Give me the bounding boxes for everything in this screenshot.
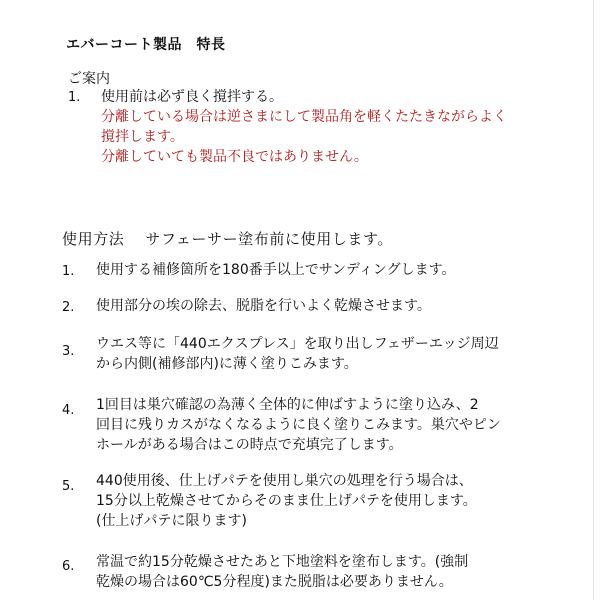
step-text: 15分以上乾燥させてからそのまま仕上げパテを使用します。 <box>96 493 477 509</box>
step-text: から内側(補修部内)に薄く塗りこみます。 <box>96 356 358 372</box>
step-number: 5. <box>62 479 75 494</box>
guide-note-line: 分離していても製品不良ではありません。 <box>101 149 368 165</box>
step-number: 2. <box>62 300 75 315</box>
step-text: 常温で約15分乾燥させたあと下地塗料を塗布します。(強制 <box>96 554 469 570</box>
step-text: 回目に残りカスがなくなるように良く塗りこみます。巣穴やピン <box>96 417 501 433</box>
step-text: 440使用後、仕上げパテを使用し巣穴の処理を行う場合は、 <box>96 473 473 489</box>
document-title: エバーコート製品 特長 <box>66 37 226 53</box>
step-number: 3. <box>62 344 75 359</box>
guide-heading: ご案内 <box>68 71 110 87</box>
step-text: ホールがある場合はこの時点で充填完了します。 <box>96 437 403 453</box>
guide-note-line: 撹拌します。 <box>101 129 184 145</box>
step-text: (仕上げパテに限ります) <box>96 513 247 529</box>
step-text: 1回目は巣穴確認の為薄く全体的に伸ばすように塗り込み、2 <box>96 397 479 413</box>
step-number: 4. <box>62 403 75 418</box>
guide-note-line: 分離している場合は逆さまにして製品角を軽くたたきながらよく <box>101 109 507 125</box>
step-text: 乾燥の場合は60℃5分程度)また脱脂は必要ありません。 <box>96 574 453 590</box>
usage-heading: 使用方法 サフェーサー塗布前に使用します。 <box>62 230 394 248</box>
step-text: 使用する補修箇所を180番手以上でサンディングします。 <box>96 262 456 278</box>
page-edge-line <box>593 0 594 600</box>
guide-item-text: 使用前は必ず良く撹拌する。 <box>101 89 283 105</box>
step-text: ウエス等に「440エクスプレス」を取り出しフェザーエッジ周辺 <box>96 336 499 352</box>
step-text: 使用部分の埃の除去、脱脂を行いよく乾燥させます。 <box>96 298 431 314</box>
step-number: 6. <box>62 559 75 574</box>
step-number: 1. <box>62 264 75 279</box>
guide-item-number: 1. <box>68 90 81 105</box>
